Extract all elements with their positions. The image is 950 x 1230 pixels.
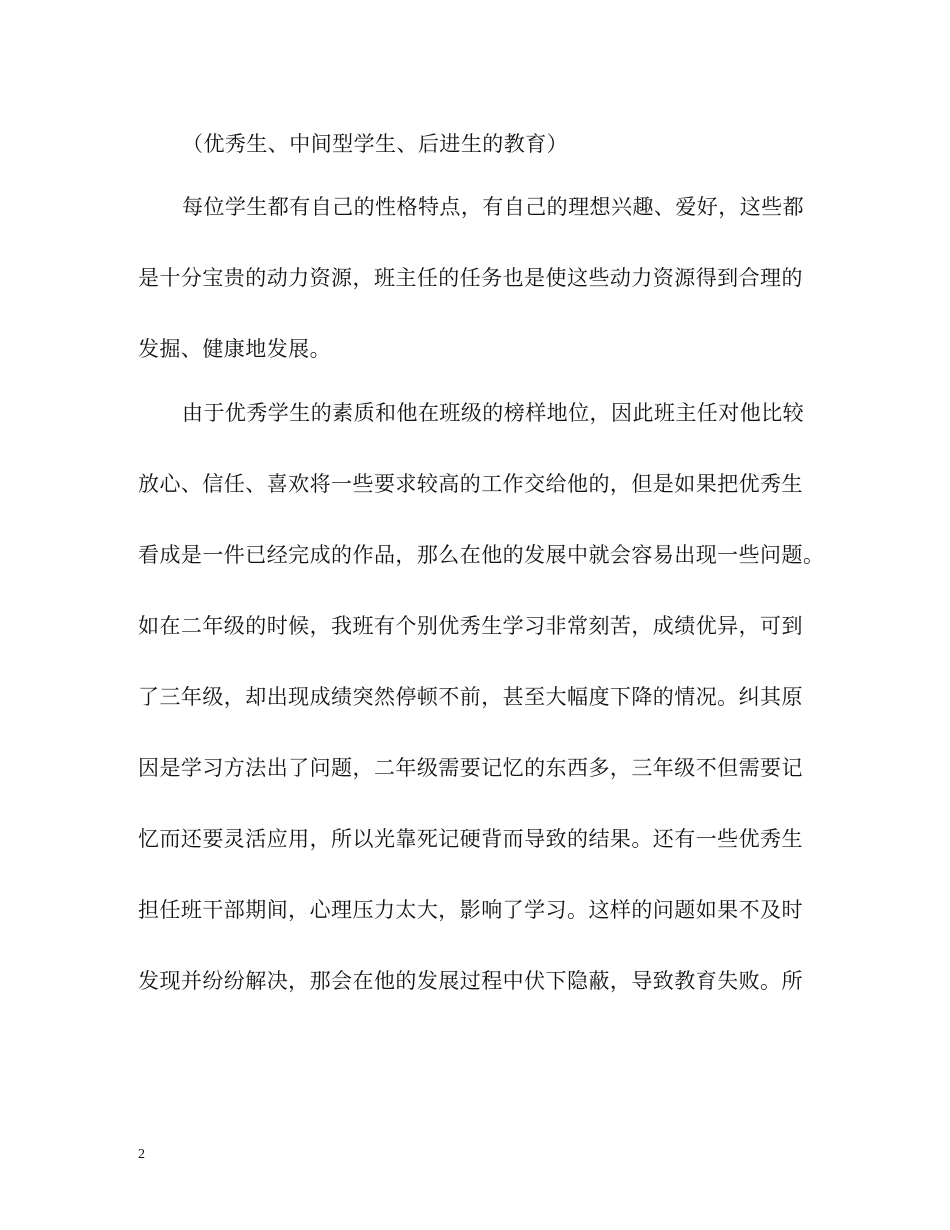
paragraph-line: 是十分宝贵的动力资源，班主任的任务也是使这些动力资源得到合理的	[138, 266, 803, 290]
paragraph-line: 由于优秀学生的素质和他在班级的榜样地位，因此班主任对他比较	[182, 401, 805, 425]
paragraph-line: 因是学习方法出了问题，二年级需要记忆的东西多，三年级不但需要记	[138, 756, 803, 780]
paragraph-line: 看成是一件已经完成的作品，那么在他的发展中就会容易出现一些问题。	[138, 543, 825, 567]
paragraph-line: 如在二年级的时候，我班有个别优秀生学习非常刻苦，成绩优异，可到	[138, 614, 803, 638]
paragraph-line: 每位学生都有自己的性格特点，有自己的理想兴趣、爱好，这些都	[182, 195, 805, 219]
paragraph-line: 了三年级，却出现成绩突然停顿不前，甚至大幅度下降的情况。纠其原	[138, 685, 803, 709]
paragraph-line: 发掘、健康地发展。	[138, 337, 332, 361]
paragraph-line: 忆而还要灵活应用，所以光靠死记硬背而导致的结果。还有一些优秀生	[138, 827, 803, 851]
paragraph-line: 放心、信任、喜欢将一些要求较高的工作交给他的，但是如果把优秀生	[138, 472, 803, 496]
page-number: 2	[138, 1147, 145, 1162]
section-heading: （优秀生、中间型学生、后进生的教育）	[182, 132, 569, 156]
paragraph-line: 担任班干部期间，心理压力太大，影响了学习。这样的问题如果不及时	[138, 898, 803, 922]
paragraph-line: 发现并纷纷解决，那会在他的发展过程中伏下隐蔽，导致教育失败。所	[138, 969, 803, 993]
